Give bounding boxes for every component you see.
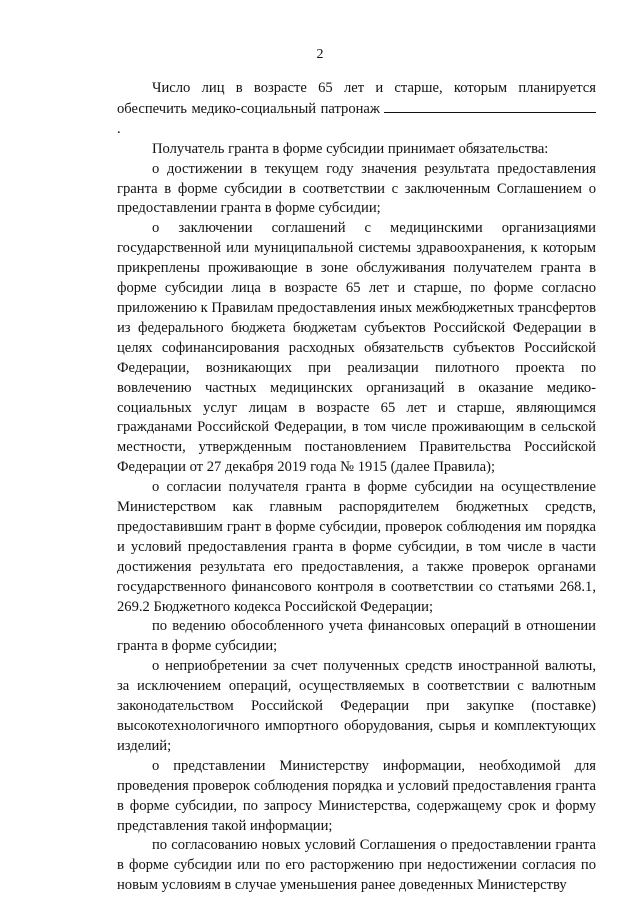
paragraph-result-achievement: о достижении в текущем году значения результата предоставления гранта в форме субсидии в соответствии с заключенным Соглашением о предоставлении гранта в форме субсидии;: [117, 160, 596, 217]
paragraph-consent-inspections: о согласии получателя гранта в форме субсидии на осуществление Министерством как главным распорядителем бюджетных средств, предоставившим грант в форме субсидии, проверок соблюдения им порядка и условий предоставления гранта в форме субсидии, в том числе в части достижения результата его предоставления, а также проверок органами государственного финансового контроля в соответствии со статьями 268.1, 269.2 Бюджетного кодекса Российской Федерации;: [117, 479, 596, 615]
paragraph-no-foreign-currency: о неприобретении за счет полученных средств иностранной валюты, за исключением операций, осуществляемых в соответствии с валютным законодательством Российской Федерации при закупке (поставке) высокотехнологичного импортного оборудования, сырья и комплектующих изделий;: [117, 658, 596, 754]
page-number: 2: [316, 47, 324, 62]
paragraph-patronage-count: [117, 79, 596, 140]
document-body: [117, 79, 596, 896]
paragraph-new-conditions: по согласованию новых условий Соглашения о предоставлении гранта в форме субсидии или по его расторжению при недостижении согласия по новым условиям в случае уменьшения ранее доведенных Министерству: [117, 837, 596, 894]
fill-in-blank-line: [384, 99, 596, 113]
paragraph-information-provision: о представлении Министерству информации, необходимой для проведения проверок соблюдения порядка и условий предоставления гранта в форме субсидии, по запросу Министерства, содержащему срок и форму представления такой информации;: [117, 757, 596, 834]
paragraph-agreements-medical: о заключении соглашений с медицинскими организациями государственной или муниципальной системы здравоохранения, к которым прикреплены проживающие в зоне обслуживания получателем гранта в форме субсидии лица в возрасте 65 лет и старше, по форме согласно приложению к Правилам предоставления иных межбюджетных трансфертов из федерального бюджета бюджетам субъектов Российской Федерации в целях софинансирования расходных обязательств субъектов Российской Федерации, возникающих при реализации пилотного проекта по вовлечению частных медицинских организаций в оказание медико-социальных услуг лицам в возрасте 65 лет и старше, являющимся гражданами Российской Федерации, в том числе проживающим в сельской местности, утвержденным постановлением Правительства Российской Федерации от 27 декабря 2019 года № 1915 (далее Правила);: [117, 220, 596, 476]
paragraph-patronage-text: Число лиц в возрасте 65 лет и старше, которым планируется обеспечить медико-социальный патронаж: [117, 80, 596, 117]
paragraph-separate-accounting: по ведению обособленного учета финансовых операций в отношении гранта в форме субсидии;: [117, 618, 596, 655]
paragraph-patronage-end: .: [117, 120, 121, 137]
paragraph-obligations-intro: Получатель гранта в форме субсидии принимает обязательства:: [152, 140, 549, 157]
